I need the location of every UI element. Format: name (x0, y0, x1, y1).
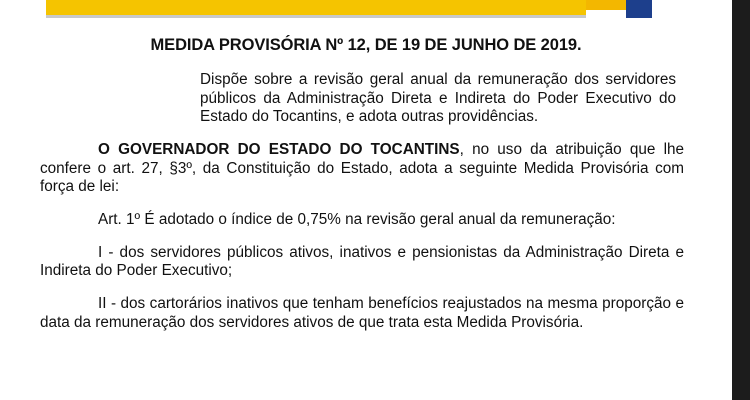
letterhead-banner (0, 0, 732, 22)
preamble-text: , no uso da atribuição que lhe confere o art. 27, §3º, da Constituição do Estado, adota a seguinte Medida Provisória com força de lei: (40, 140, 684, 196)
banner-yellow-bar (46, 0, 586, 15)
banner-blue-bar (626, 0, 652, 18)
document-article-1: Art. 1º É adotado o índice de 0,75% na revisão geral anual da remuneração: (98, 210, 616, 228)
banner-yellow-bar-secondary (586, 0, 626, 10)
banner-shadow (46, 15, 586, 18)
scan-right-edge (732, 0, 750, 400)
document-title: MEDIDA PROVISÓRIA Nº 12, DE 19 DE JUNHO DE 2019. (150, 36, 582, 54)
document-ementa: Dispõe sobre a revisão geral anual da remuneração dos servidores públicos da Administração Direta e Indireta do Poder Executivo do Estado do Tocantins, e adota outras providências. (200, 71, 676, 126)
document-preamble (40, 141, 684, 197)
document-item-2: II - dos cartorários inativos que tenham benefícios reajustados na mesma proporção e data da remuneração dos servidores ativos de que trata esta Medida Provisória. (40, 294, 684, 331)
document-body (0, 22, 732, 400)
preamble-governor-label: O GOVERNADOR DO ESTADO DO TOCANTINS (98, 140, 460, 158)
document-item-1: I - dos servidores públicos ativos, inativos e pensionistas da Administração Direta e Indireta do Poder Executivo; (40, 243, 684, 280)
